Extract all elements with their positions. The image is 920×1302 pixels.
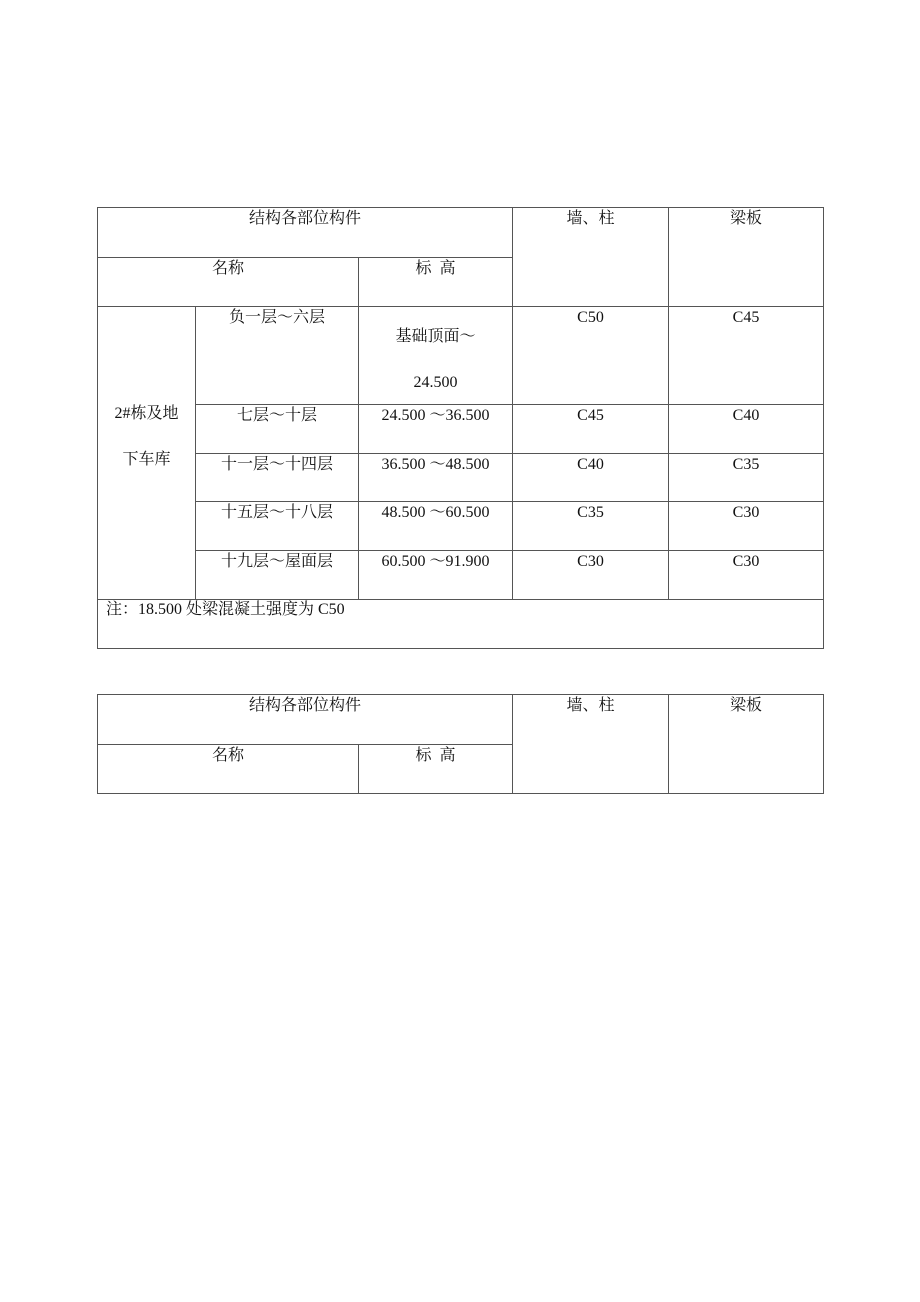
header-wall-column-cell: [513, 208, 669, 307]
header-wall-column-cell: [513, 695, 669, 794]
floor-cell: [196, 307, 359, 405]
wall-column-grade: C45: [577, 407, 604, 424]
wall-column-cell: [513, 307, 669, 405]
header-beam-slab-label: 梁板: [729, 697, 762, 714]
elevation-cell: [359, 307, 513, 405]
header-elevation-label: 标 高: [415, 260, 456, 277]
header-components-cell: [98, 695, 513, 745]
note-row: [98, 600, 824, 649]
header-name-cell: [98, 258, 359, 307]
elevation-range: 60.500 ～91.900: [381, 553, 490, 570]
floor-label: 负一层～六层: [228, 309, 325, 326]
floor-label: 十五层～十八层: [220, 504, 333, 521]
header-wall-column-label: 墙、柱: [566, 697, 615, 714]
floor-cell: [196, 454, 359, 502]
elevation-cell: [359, 454, 513, 502]
wall-column-grade: C40: [577, 456, 604, 473]
header-elevation-cell: [359, 258, 513, 307]
elevation-cell: [359, 551, 513, 600]
table-row: [98, 551, 824, 600]
beam-slab-cell: [669, 551, 824, 600]
wall-column-cell: [513, 551, 669, 600]
beam-slab-cell: [669, 405, 824, 454]
elevation-range: 36.500 ～48.500: [381, 456, 490, 473]
elevation-cell: [359, 405, 513, 454]
header-name-label: 名称: [211, 747, 244, 764]
table-row: [98, 307, 824, 405]
header-components-label: 结构各部位构件: [248, 210, 361, 227]
beam-slab-grade: C40: [732, 407, 760, 424]
floor-label: 十一层～十四层: [220, 456, 333, 473]
wall-column-cell: [513, 454, 669, 502]
header-beam-slab-label: 梁板: [729, 210, 762, 227]
beam-slab-grade: C30: [732, 553, 760, 570]
wall-column-grade: C30: [577, 553, 604, 570]
header-components-cell: [98, 208, 513, 258]
header-beam-slab-cell: [669, 208, 824, 307]
beam-slab-cell: [669, 307, 824, 405]
beam-slab-grade: C35: [732, 456, 760, 473]
elevation-range: 48.500 ～60.500: [381, 504, 490, 521]
wall-column-cell: [513, 502, 669, 551]
wall-column-grade: C35: [577, 504, 604, 521]
elevation-range: 24.500 ～36.500: [381, 407, 490, 424]
concrete-strength-table: [97, 207, 824, 649]
floor-label: 七层～十层: [236, 407, 317, 424]
table-row: [98, 502, 824, 551]
note-cell: [98, 600, 824, 649]
header-name-cell: [98, 745, 359, 794]
table-row: [98, 454, 824, 502]
header-beam-slab-cell: [669, 695, 824, 794]
beam-slab-grade: C45: [732, 309, 760, 326]
wall-column-cell: [513, 405, 669, 454]
beam-slab-grade: C30: [732, 504, 760, 521]
floor-cell: [196, 551, 359, 600]
header-row-1: [98, 208, 824, 258]
header-name-label: 名称: [211, 260, 244, 277]
concrete-strength-table-continued: [97, 694, 824, 794]
group-label-line2: 下车库: [122, 451, 171, 468]
group-label-line1: 2#栋及地: [114, 405, 179, 422]
wall-column-grade: C50: [577, 309, 604, 326]
table-row: [98, 405, 824, 454]
header-components-label: 结构各部位构件: [248, 697, 361, 714]
floor-label: 十九层～屋面层: [220, 553, 333, 570]
beam-slab-cell: [669, 454, 824, 502]
elevation-line2: 24.500: [413, 374, 458, 391]
elevation-line1: 基础顶面～: [395, 328, 476, 345]
floor-cell: [196, 405, 359, 454]
note-text: 注：18.500 处梁混凝土强度为 C50: [106, 601, 345, 618]
elevation-cell: [359, 502, 513, 551]
header-elevation-cell: [359, 745, 513, 794]
header-elevation-label: 标 高: [415, 747, 456, 764]
floor-cell: [196, 502, 359, 551]
header-wall-column-label: 墙、柱: [566, 210, 615, 227]
beam-slab-cell: [669, 502, 824, 551]
group-cell: [98, 307, 196, 600]
header-row-1: [98, 695, 824, 745]
